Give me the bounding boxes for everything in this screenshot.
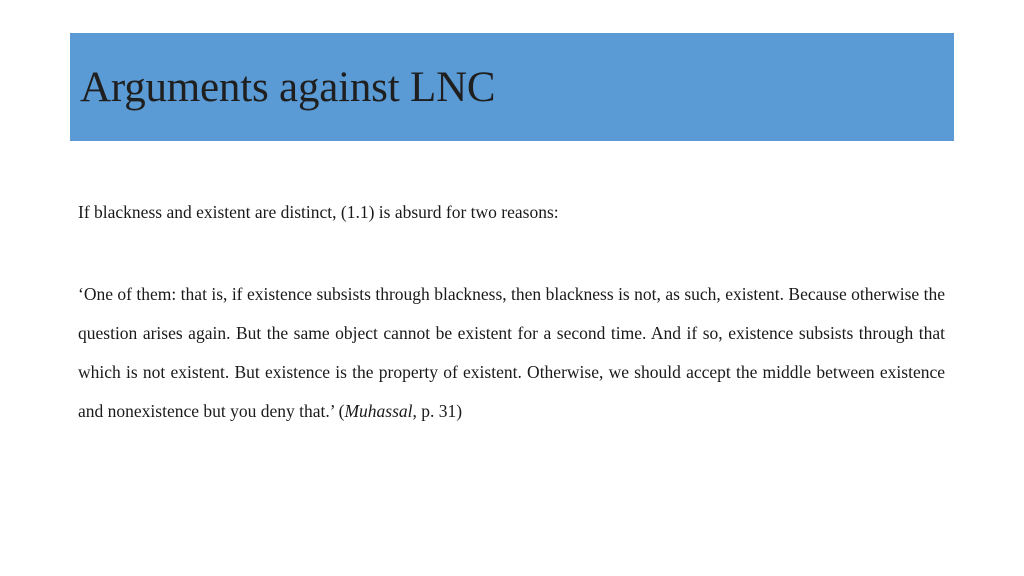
slide-title: Arguments against LNC	[80, 64, 496, 111]
quote-text: ‘One of them: that is, if existence subsists through blackness, then blackness is not, as such, existent. Because otherwise the question arises again. But the same object cannot be existent for a second time. And if so, existence subsists through that which is not existent. But existence is the property of existent. Otherwise, we should accept the middle between existence and nonexistence but you deny that.’	[78, 284, 945, 421]
quote-paragraph	[78, 275, 945, 431]
citation-page: , p. 31)	[412, 401, 463, 421]
citation-source: Muhassal	[344, 401, 413, 421]
intro-text: If blackness and existent are distinct, (1.1) is absurd for two reasons:	[78, 202, 559, 222]
citation-open: (	[334, 401, 345, 421]
title-bar	[70, 33, 954, 141]
